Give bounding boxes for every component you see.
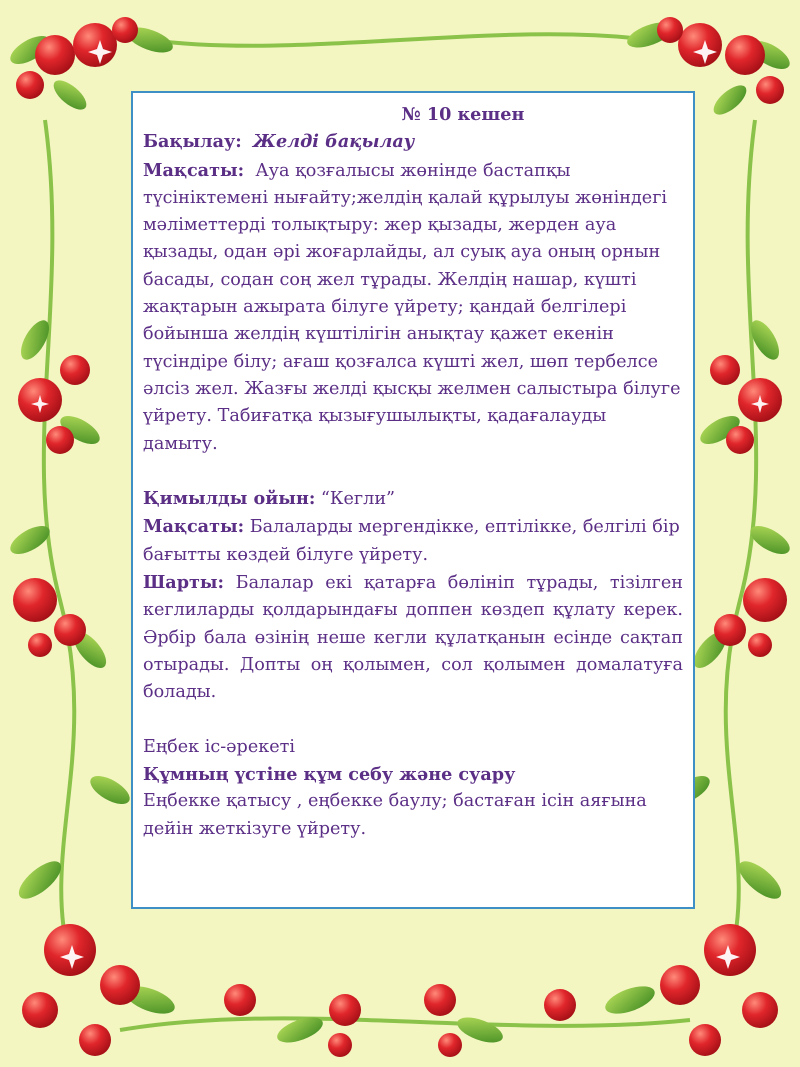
labor-heading: Еңбек іс-әрекеті (143, 736, 295, 757)
observation-goal-text: Ауа қозғалысы жөнінде бастапқы түсініктемені нығайту;желдің қалай құрылуы жөніндегі мәліметтерді толықтыру: жер қызады, жерден ауа қызады, одан әрі жоғарлайды, ал суық ауа оның орнын басады, содан соң жел тұрады. Желдің нашар, күшті жақтарын ажырата білуге үйрету; қандай белгілері бойынша желдің күштілігін анықтау қажет екенін түсіндіре білу; ағаш қозғалса күшті жел, шөп тербелсе әлсіз жел. Жазғы желді қысқы желмен салыстыра білуге үйрету. Табиғатқа қызығушылықты, қадағалауды дамыту. (143, 160, 681, 454)
game-goal-label: Мақсаты: (143, 516, 245, 538)
spacer (143, 707, 683, 734)
game-goal-text: Балаларды мергендікке, ептілікке, белгілі бір бағытты көздей білуге үйрету. (143, 517, 680, 565)
observation-goal-label: Мақсаты: (143, 159, 245, 181)
game-rules-text: Балалар екі қатарға бөлініп тұрады, тізілген кеглиларды қолдарындағы доппен көздеп құлату керек. Әрбір бала өзінің неше кегли құлатқанын есінде сақтап отырады. Допты оң қолымен, сол қолымен домалатуға болады. (143, 573, 683, 703)
game-rules-label: Шарты: (143, 572, 225, 594)
labor-task: Құмның үстіне құм себу және суару (143, 764, 516, 786)
observation-label: Бақылау: (143, 131, 242, 153)
content-panel (131, 91, 695, 909)
game-rules (143, 569, 683, 706)
game-goal (143, 513, 683, 569)
game-value: “Кегли” (320, 489, 396, 510)
labor-text: Еңбекке қатысу , еңбекке баулу; бастаған ісін аяғына дейін жеткізуге үйрету. (143, 791, 647, 839)
page-title: № 10 кешен (401, 104, 525, 125)
observation-goal (143, 157, 683, 458)
observation-value: Желді бақылау (252, 131, 415, 153)
game-label: Қимылды ойын: (143, 488, 316, 510)
spacer (143, 458, 683, 485)
observation-line (143, 128, 683, 156)
game-line (143, 485, 683, 513)
